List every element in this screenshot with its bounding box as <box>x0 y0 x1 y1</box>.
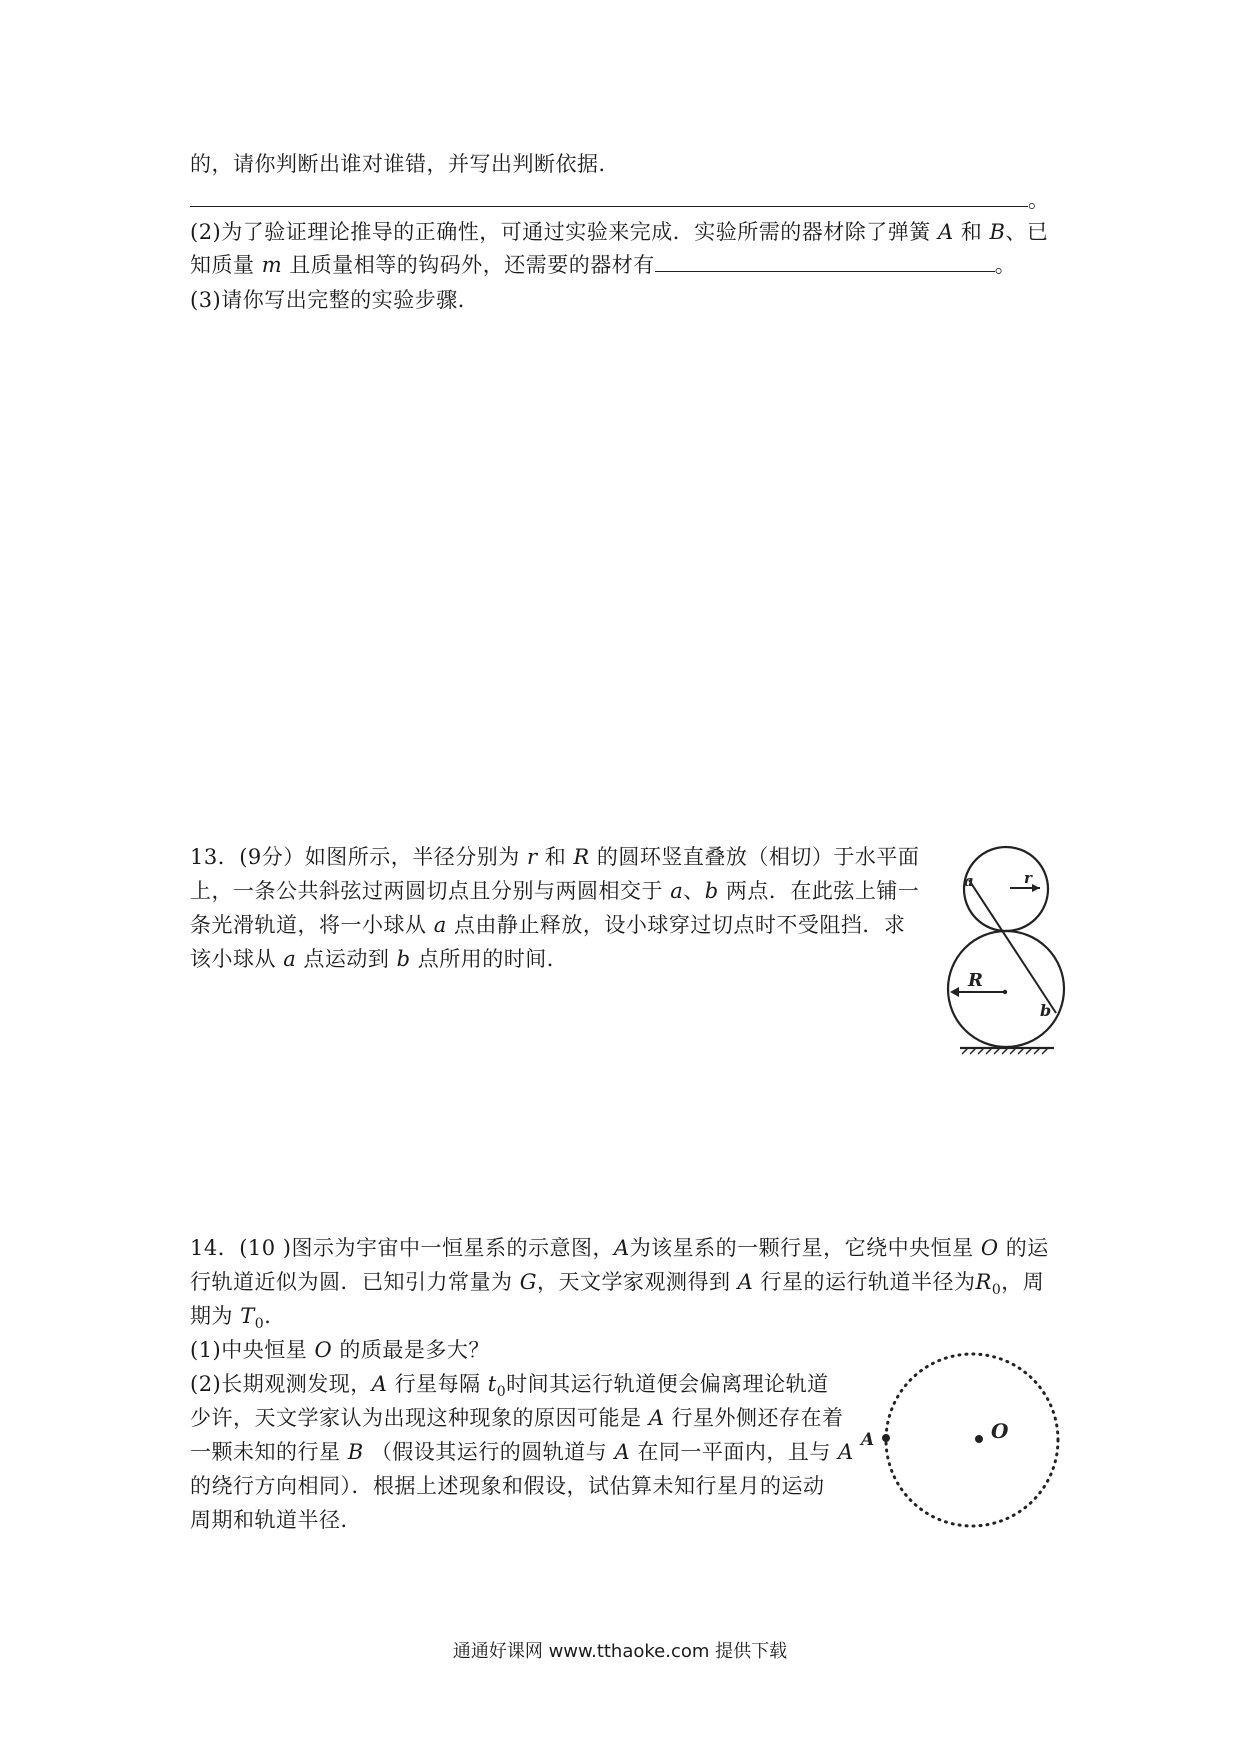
var-G: G <box>519 1270 537 1294</box>
arrowhead <box>1032 884 1040 892</box>
text: . <box>264 1304 272 1328</box>
label-r: r <box>1024 869 1032 887</box>
q14-sub-1 <box>190 1336 490 1364</box>
text: 少许，天文学家认为出现这种现象的原因可能是 <box>190 1406 642 1430</box>
text: ，天文学家观测得到 <box>536 1270 731 1294</box>
var-O: O <box>980 1236 999 1260</box>
text-line <box>190 150 620 178</box>
var-B: B <box>347 1440 364 1464</box>
text: 知质量 <box>190 253 255 277</box>
var-b: b <box>396 947 411 971</box>
var-O: O <box>314 1338 333 1362</box>
q14-sub-2-line-5 <box>190 1506 362 1534</box>
text-judgement-prompt: 的，请你判断出谁对谁错，并写出判断依据． <box>190 152 620 176</box>
q13-line-1 <box>190 843 919 871</box>
var-r: r <box>526 845 538 869</box>
question-2-line-2 <box>190 251 1016 279</box>
q14-line-1 <box>190 1234 1049 1262</box>
text: 的圆环竖直叠放（相切）于水平面 <box>596 845 920 869</box>
stacked-circles-figure <box>940 840 1070 1065</box>
text: 的运 <box>1005 1236 1049 1260</box>
q14-sub-2-line-1 <box>190 1370 829 1406</box>
var-m: m <box>261 253 283 277</box>
text: 行星的运行轨道半径为 <box>760 1270 976 1294</box>
text: 、已 <box>1005 220 1049 244</box>
text: 13．(9分）如图所示，半径分别为 <box>190 845 520 869</box>
period: 。 <box>994 253 1017 277</box>
text: 一颗未知的行星 <box>190 1440 341 1464</box>
answer-blank-line <box>190 186 1050 214</box>
text: 行星每隔 <box>394 1372 481 1396</box>
question-3-line <box>190 286 479 314</box>
planet-A-dot <box>882 1434 890 1442</box>
footer-download-note: 通通好课网 www.tthaoke.com 提供下载 <box>452 1641 788 1662</box>
label-b: b <box>1040 1001 1052 1020</box>
q14-sub-2-line-4 <box>190 1472 825 1500</box>
label-A: A <box>861 1430 875 1450</box>
text: 14．(10 )图示为宇宙中一恒星系的示意图， <box>190 1236 615 1260</box>
text: (1)中央恒星 <box>190 1338 308 1362</box>
var-A: A <box>648 1406 665 1430</box>
text: 周期和轨道半径． <box>190 1508 362 1532</box>
orbit-dotted-circle <box>886 1354 1058 1526</box>
period: 。 <box>1028 188 1050 212</box>
var-R: R <box>573 845 590 869</box>
q13-line-2 <box>190 877 919 905</box>
var-R0: R <box>975 1270 992 1294</box>
answer-blank[interactable] <box>190 186 1028 207</box>
arrowhead <box>950 987 959 997</box>
orbit-figure <box>855 1335 1070 1545</box>
var-A: A <box>371 1372 388 1396</box>
large-circle <box>948 931 1064 1047</box>
center-point <box>1003 990 1007 994</box>
q14-line-3 <box>190 1302 271 1338</box>
var-a: a <box>433 913 447 937</box>
text: 的绕行方向相同）．根据上述现象和假设，试估算未知行星月的运动 <box>190 1474 825 1498</box>
text: ，周 <box>1001 1270 1045 1294</box>
var-B: B <box>989 220 1006 244</box>
text: 时间其运行轨道便会偏离理论轨道 <box>506 1372 829 1396</box>
label-a: a <box>964 872 974 890</box>
question-2-line-1 <box>190 218 1048 246</box>
q14-sub-2-line-2 <box>190 1404 844 1432</box>
text: 行星外侧还存在着 <box>671 1406 844 1430</box>
text: 的质最是多大？ <box>339 1338 490 1362</box>
q14-sub-2-line-3 <box>190 1438 854 1466</box>
var-a: a <box>670 879 684 903</box>
var-b: b <box>704 879 719 903</box>
q13-line-3 <box>190 911 905 939</box>
text: (2)长期观测发现， <box>190 1372 372 1396</box>
label-R: R <box>968 970 983 991</box>
text: 上，一条公共斜弦过两圆切点且分别与两圆相交于 <box>190 879 663 903</box>
var-a: a <box>283 947 297 971</box>
subscript: 0 <box>991 1282 1002 1299</box>
subscript: 0 <box>254 1316 265 1333</box>
var-A: A <box>737 1270 754 1294</box>
text: (2)为了验证理论推导的正确性，可通过实验来完成．实验所需的器材除了弹簧 <box>190 220 931 244</box>
text: 期为 <box>190 1304 233 1328</box>
text: 且质量相等的钩码外，还需要的器材有 <box>289 253 655 277</box>
q13-line-4 <box>190 945 568 973</box>
subscript: 0 <box>496 1384 507 1401</box>
label-O: O <box>991 1419 1009 1443</box>
var-A: A <box>614 1440 631 1464</box>
text: （假设其运行的圆轨道与 <box>370 1440 608 1464</box>
var-A: A <box>838 1440 854 1464</box>
text: 为该星系的一颗行星，它绕中央恒星 <box>629 1236 974 1260</box>
text: 条光滑轨道，将一小球从 <box>190 913 427 937</box>
text: 和 <box>544 845 567 869</box>
text: 行轨道近似为圆．已知引力常量为 <box>190 1270 513 1294</box>
text: 和 <box>960 220 983 244</box>
text: (3)请你写出完整的实验步骤． <box>190 288 480 312</box>
text: 点由静止释放，设小球穿过切点时不受阻挡．求 <box>453 913 906 937</box>
q14-line-2 <box>190 1268 1044 1304</box>
text: 点所用的时间． <box>417 947 569 971</box>
var-A: A <box>937 220 954 244</box>
var-A: A <box>614 1236 630 1260</box>
text: 、 <box>683 879 705 903</box>
text: 该小球从 <box>190 947 276 971</box>
chord-line <box>969 880 1056 1013</box>
star-O-dot <box>975 1435 983 1443</box>
text: 点运动到 <box>303 947 390 971</box>
text: 在同一平面内，且与 <box>637 1440 831 1464</box>
equipment-blank[interactable] <box>655 251 995 272</box>
var-t0: t <box>487 1372 497 1396</box>
var-T0: T <box>240 1304 255 1328</box>
text: 两点．在此弦上铺一 <box>725 879 920 903</box>
